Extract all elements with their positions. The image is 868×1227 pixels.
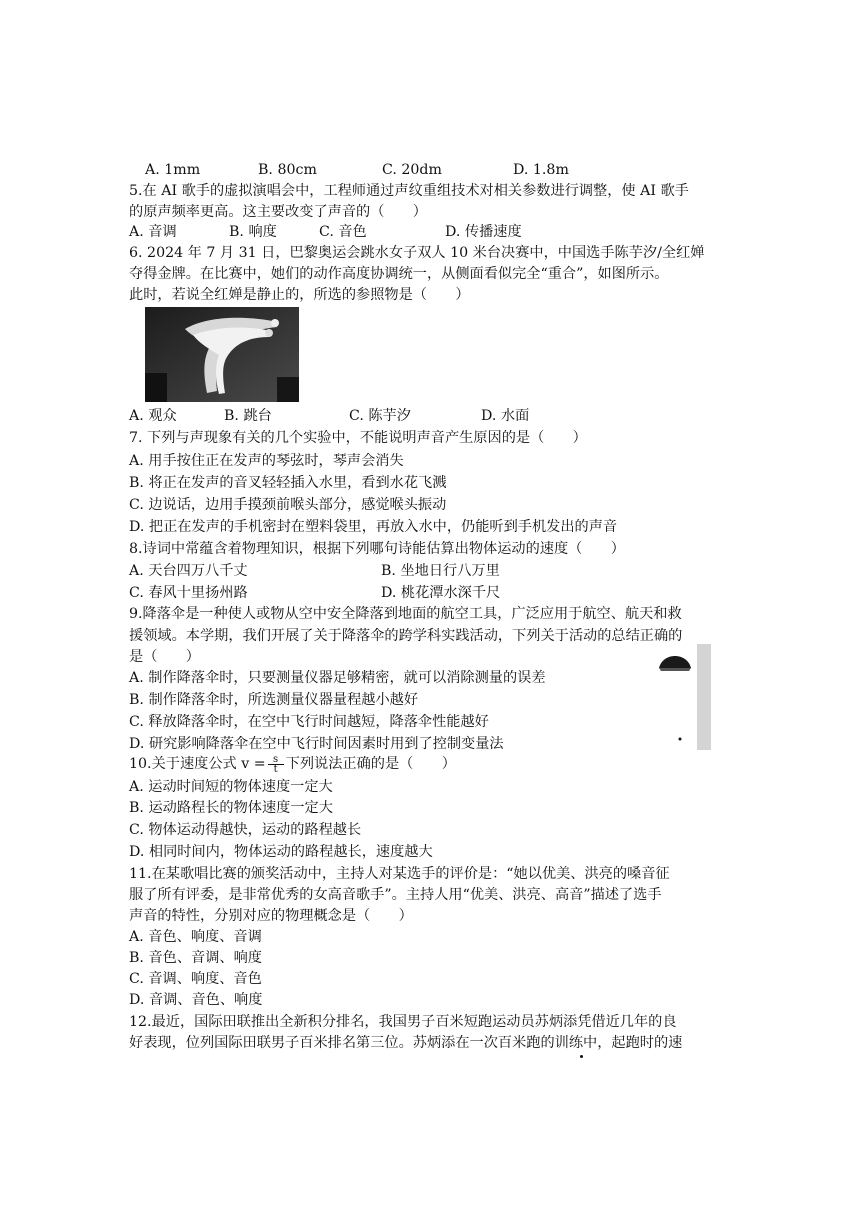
q11-option-c: C. 音调、响度、音色 <box>129 971 262 987</box>
q9-stem-line-2: 援领域。本学期，我们开展了关于降落伞的跨学科实践活动，下列关于活动的总结正确的 <box>129 628 683 644</box>
q5-stem-line-2: 的原声频率更高。这主要改变了声音的（ ） <box>129 204 427 220</box>
q4-option-b: B. 80cm <box>258 162 317 178</box>
q6-option-c: C. 陈芋汐 <box>349 408 411 424</box>
q10-option-d: D. 相同时间内，物体运动的路程越长，速度越大 <box>129 844 433 860</box>
q6-option-a: A. 观众 <box>129 408 177 424</box>
q10-stem-before: 10.关于速度公式 v = <box>129 756 266 772</box>
q6-stem-line-1: 6. 2024 年 7 月 31 日，巴黎奥运会跳水女子双人 10 米台决赛中，中国选手陈芋汐/全红婵 <box>129 245 705 261</box>
divers-photo <box>145 307 299 402</box>
emphasis-dot <box>580 1055 583 1058</box>
q8-stem: 8.诗词中常蕴含着物理知识，根据下列哪句诗能估算出物体运动的速度（ ） <box>129 541 625 557</box>
q10-stem-after: 下列说法正确的是（ ） <box>285 756 456 772</box>
q8-option-d: D. 桃花潭水深千尺 <box>381 585 501 601</box>
q7-option-d: D. 把正在发声的手机密封在塑料袋里，再放入水中，仍能听到手机发出的声音 <box>129 519 618 535</box>
fraction-denominator: t <box>273 763 278 775</box>
q11-stem-line-2: 服了所有评委，是非常优秀的女高音歌手”。主持人用“优美、洪亮、高音”描述了选手 <box>129 887 662 903</box>
q9-stem-line-1: 9.降落伞是一种使人或物从空中安全降落到地面的航空工具，广泛应用于航空、航天和救 <box>129 606 682 622</box>
q9-option-b: B. 制作降落伞时，所选测量仪器量程越小越好 <box>129 692 419 708</box>
q9-option-d: D. 研究影响降落伞在空中飞行时间因素时用到了控制变量法 <box>129 736 504 752</box>
fraction-numerator: s <box>273 753 279 765</box>
q9-option-a: A. 制作降落伞时，只要测量仪器足够精密，就可以消除测量的误差 <box>129 670 546 686</box>
q11-option-b: B. 音色、音调、响度 <box>129 950 262 966</box>
q8-option-c: C. 春风十里扬州路 <box>129 585 248 601</box>
q11-option-d: D. 音调、音色、响度 <box>129 992 263 1008</box>
q4-option-c: C. 20dm <box>382 162 442 178</box>
q11-stem-line-3: 声音的特性，分别对应的物理概念是（ ） <box>129 908 413 924</box>
q5-option-c: C. 音色 <box>319 224 367 240</box>
q12-stem-line-1: 12.最近，国际田联推出全新积分排名，我国男子百米短跑运动员苏炳添凭借近几年的良 <box>129 1014 677 1030</box>
q5-option-b: B. 响度 <box>229 224 277 240</box>
q11-option-a: A. 音色、响度、音调 <box>129 929 262 945</box>
q6-stem-line-3: 此时，若说全红婵是静止的，所选的参照物是（ ） <box>129 287 470 303</box>
q9-stem-line-3: 是（ ） <box>129 649 200 665</box>
q12-stem-line-2: 好表现，位列国际田联男子百米排名第三位。苏炳添在一次百米跑的训练中，起跑时的速 <box>129 1035 683 1051</box>
divers-silhouette-icon <box>145 307 299 402</box>
q4-option-d: D. 1.8m <box>513 162 569 178</box>
q5-option-a: A. 音调 <box>129 224 177 240</box>
speed-formula-fraction <box>268 755 284 774</box>
q7-option-c: C. 边说话，边用手摸颈前喉头部分，感觉喉头振动 <box>129 497 447 513</box>
q6-option-b: B. 跳台 <box>224 408 272 424</box>
q11-stem-line-1: 11.在某歌唱比赛的颁奖活动中，主持人对某选手的评价是：“她以优美、洪亮的嗓音征 <box>129 866 670 882</box>
q10-option-a: A. 运动时间短的物体速度一定大 <box>129 779 333 795</box>
q5-option-d: D. 传播速度 <box>445 224 522 240</box>
q6-option-d: D. 水面 <box>481 408 530 424</box>
parachute-figure <box>653 644 711 750</box>
q7-stem: 7. 下列与声现象有关的几个实验中，不能说明声音产生原因的是（ ） <box>129 430 587 446</box>
q8-option-a: A. 天台四万八千丈 <box>129 563 248 579</box>
q10-option-b: B. 运动路程长的物体速度一定大 <box>129 800 333 816</box>
q10-option-c: C. 物体运动得越快，运动的路程越长 <box>129 822 362 838</box>
q5-stem-line-1: 5.在 AI 歌手的虚拟演唱会中，工程师通过声纹重组技术对相关参数进行调整，使 AI 歌手 <box>129 183 689 199</box>
q4-option-a: A. 1mm <box>145 162 201 178</box>
q7-option-a: A. 用手按住正在发声的琴弦时，琴声会消失 <box>129 453 404 469</box>
q8-option-b: B. 坐地日行八万里 <box>381 563 500 579</box>
parachute-icon <box>653 644 711 750</box>
q9-option-c: C. 释放降落伞时，在空中飞行时间越短，降落伞性能越好 <box>129 714 489 730</box>
q7-option-b: B. 将正在发声的音叉轻轻插入水里，看到水花飞溅 <box>129 475 447 491</box>
q6-stem-line-2: 夺得金牌。在比赛中，她们的动作高度协调统一，从侧面看似完全“重合”，如图所示。 <box>129 266 669 282</box>
q10-stem <box>129 754 456 774</box>
